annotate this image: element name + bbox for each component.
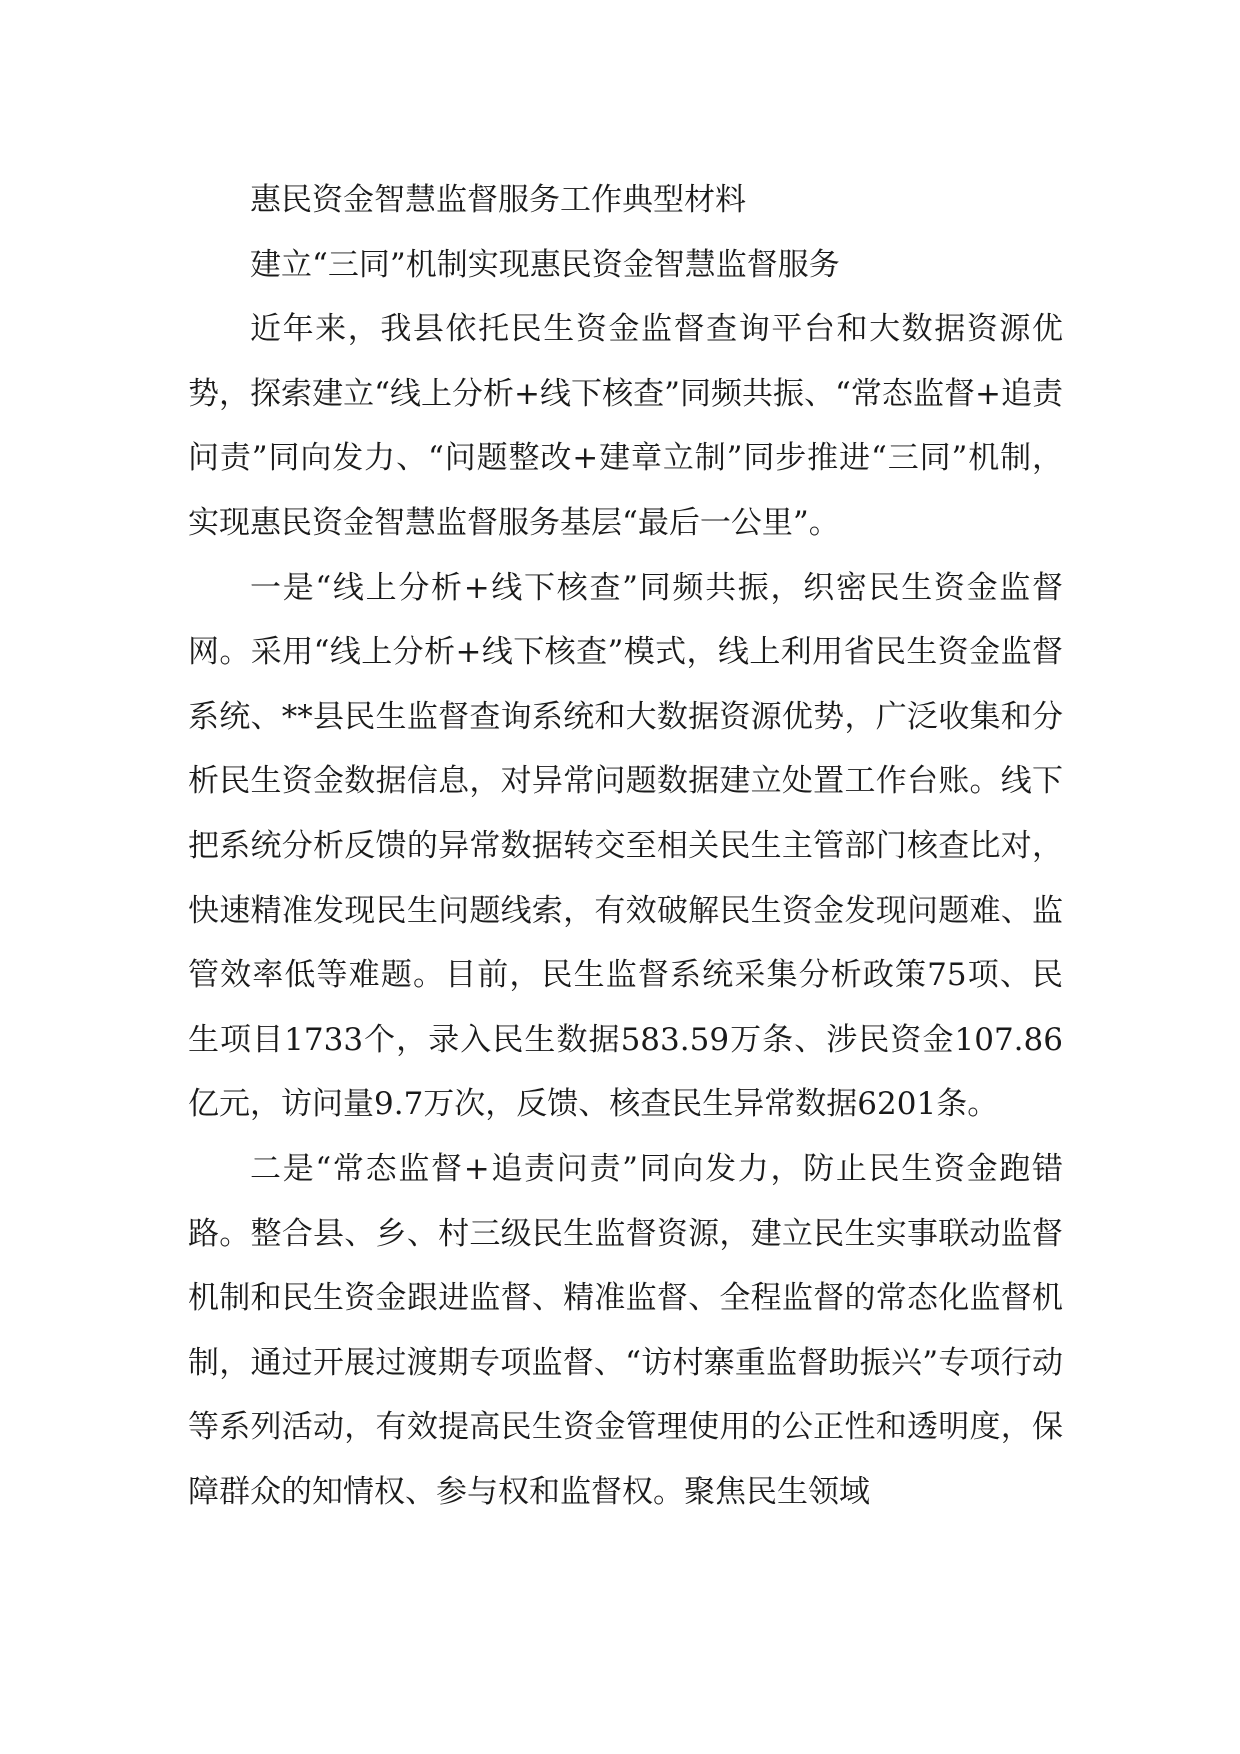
paragraph-intro: 近年来，我县依托民生资金监督查询平台和大数据资源优势，探索建立“线上分析+线下核查”同频共振、“常态监督+追责问责”同向发力、“问题整改+建章立制”同步推进“三同”机制，实现惠民资金智慧监督服务基层“最后一公里”。 (188, 311, 1063, 541)
document-body (188, 168, 1063, 1524)
paragraph-point-one: 一是“线上分析+线下核查”同频共振，织密民生资金监督网。采用“线上分析+线下核查”模式，线上利用省民生资金监督系统、**县民生监督查询系统和大数据资源优势，广泛收集和分析民生资金数据信息，对异常问题数据建立处置工作台账。线下把系统分析反馈的异常数据转交至相关民生主管部门核查比对，快速精准发现民生问题线索，有效破解民生资金发现问题难、监管效率低等难题。目前，民生监督系统采集分析政策75项、民生项目1733个，录入民生数据583.59万条、涉民资金107.86亿元，访问量9.7万次，反馈、核查民生异常数据6201条。 (188, 569, 1063, 1123)
paragraph-point-two: 二是“常态监督+追责问责”同向发力，防止民生资金跑错路。整合县、乡、村三级民生监督资源，建立民生实事联动监督机制和民生资金跟进监督、精准监督、全程监督的常态化监督机制，通过开展过渡期专项监督、“访村寨重监督助振兴”专项行动等系列活动，有效提高民生资金管理使用的公正性和透明度，保障群众的知情权、参与权和监督权。聚焦民生领域 (188, 1150, 1063, 1510)
document-title: 惠民资金智慧监督服务工作典型材料 (250, 182, 746, 218)
document-subtitle: 建立“三同”机制实现惠民资金智慧监督服务 (250, 246, 840, 283)
